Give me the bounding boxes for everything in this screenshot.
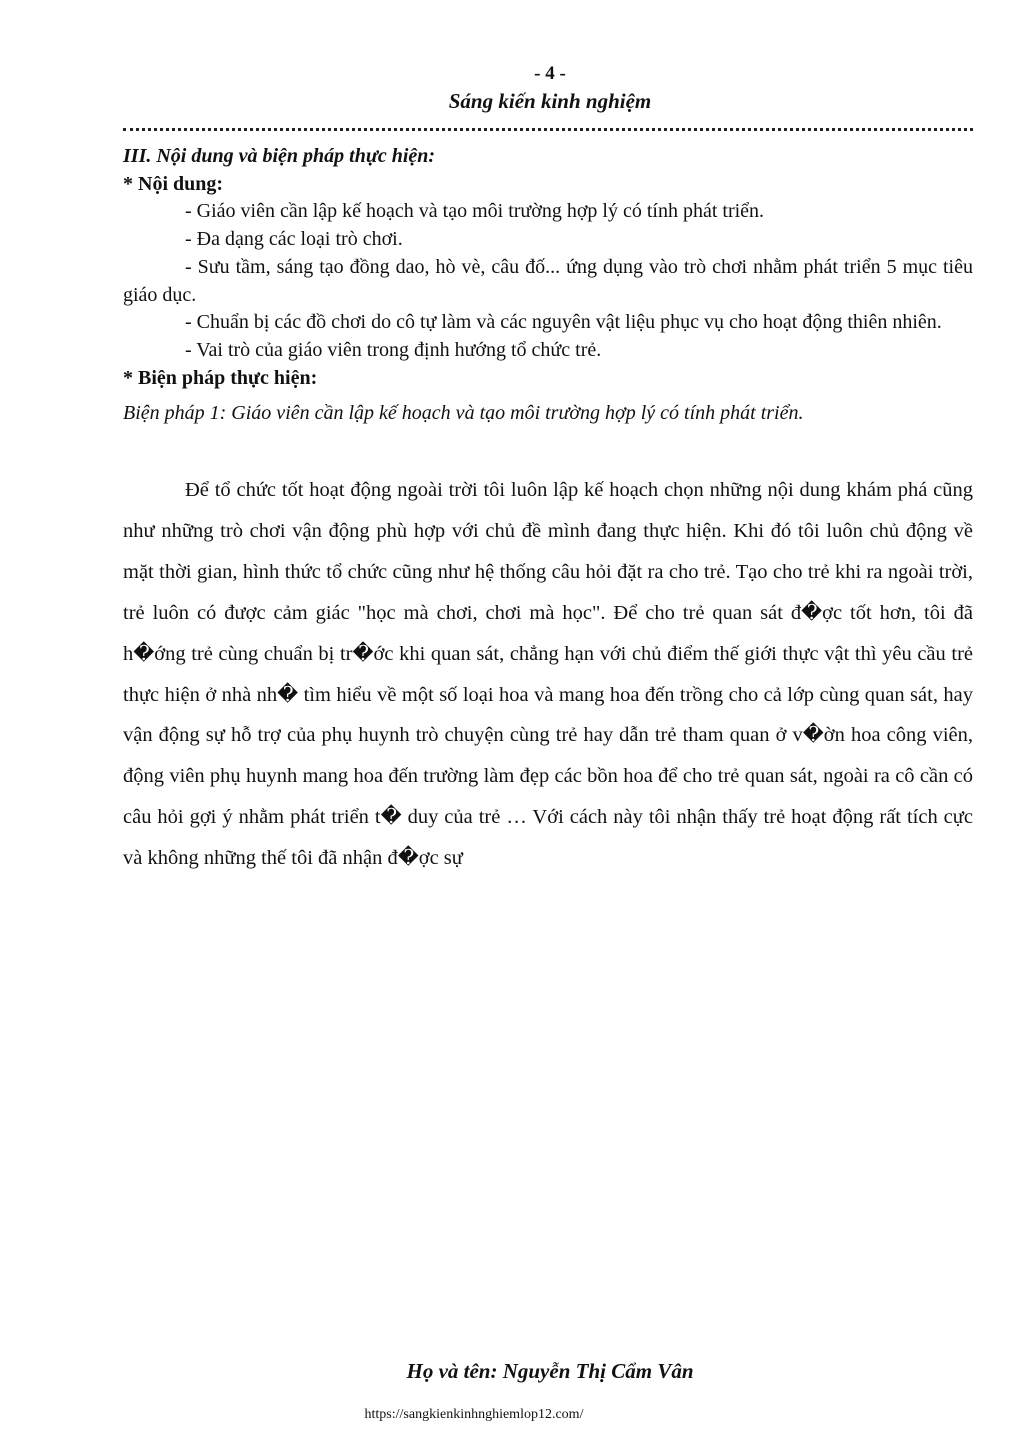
list-item: - Sưu tầm, sáng tạo đồng dao, hò vè, câu đố... ứng dụng vào trò chơi nhằm phát triển 5 mục tiêu giáo dục. <box>123 255 973 306</box>
list-item: - Chuẩn bị các đồ chơi do cô tự làm và các nguyên vật liệu phục vụ cho hoạt động thiên nhiên. <box>185 311 942 334</box>
author-line: Họ và tên: Nguyễn Thị Cẩm Vân <box>406 1359 694 1383</box>
measure-1-paragraph: Để tổ chức tốt hoạt động ngoài trời tôi luôn lập kế hoạch chọn những nội dung khám phá cũng như những trò chơi vận động phù hợp với chủ đề mình đang thực hiện. Khi đó tôi luôn chủ động về mặt thời gian, hình thức tổ chức cũng như hệ thống câu hỏi đặt ra cho trẻ. Tạo cho trẻ khi ra ngoài trời, trẻ luôn có được cảm giác "học mà chơi, chơi mà học". Để cho trẻ quan sát đ�ợc tốt hơn, tôi đã h�ớng trẻ cùng chuẩn bị tr�ớc khi quan sát, chẳng hạn với chủ điểm thế giới thực vật thì yêu cầu trẻ thực hiện ở nhà nh� tìm hiểu về một số loại hoa và mang hoa đến trồng cho cả lớp cùng quan sát, hay vận động sự hỗ trợ của phụ huynh trò chuyện cùng trẻ hay dẫn trẻ tham quan ở v�ờn hoa công viên, động viên phụ huynh mang hoa đến trường làm đẹp các bồn hoa để cho trẻ quan sát, ngoài ra cô cần có câu hỏi gợi ý nhằm phát triển t� duy của trẻ … Với cách này tôi nhận thấy trẻ hoạt động rất tích cực và không những thế tôi đã nhận đ�ợc sự <box>123 479 973 870</box>
contents-heading: * Nội dung: <box>123 172 224 195</box>
list-item: - Đa dạng các loại trò chơi. <box>185 228 403 251</box>
measures-heading: * Biện pháp thực hiện: <box>123 366 318 389</box>
page-number: - 4 - <box>534 63 566 84</box>
list-item: - Giáo viên cần lập kế hoạch và tạo môi trường hợp lý có tính phát triển. <box>185 200 765 223</box>
running-title: Sáng kiến kinh nghiệm <box>448 89 652 113</box>
document-body <box>123 143 973 428</box>
contents-list <box>123 198 973 364</box>
section-heading: III. Nội dung và biện pháp thực hiện: <box>123 145 436 167</box>
list-item: - Vai trò của giáo viên trong định hướng tổ chức trẻ. <box>185 338 602 361</box>
header-separator <box>123 128 973 131</box>
measure-1-title: Biện pháp 1: Giáo viên cần lập kế hoạch và tạo môi trường hợp lý có tính phát triển. <box>123 402 804 425</box>
source-url: https://sangkienkinhnghiemlop12.com/ <box>364 1407 584 1422</box>
